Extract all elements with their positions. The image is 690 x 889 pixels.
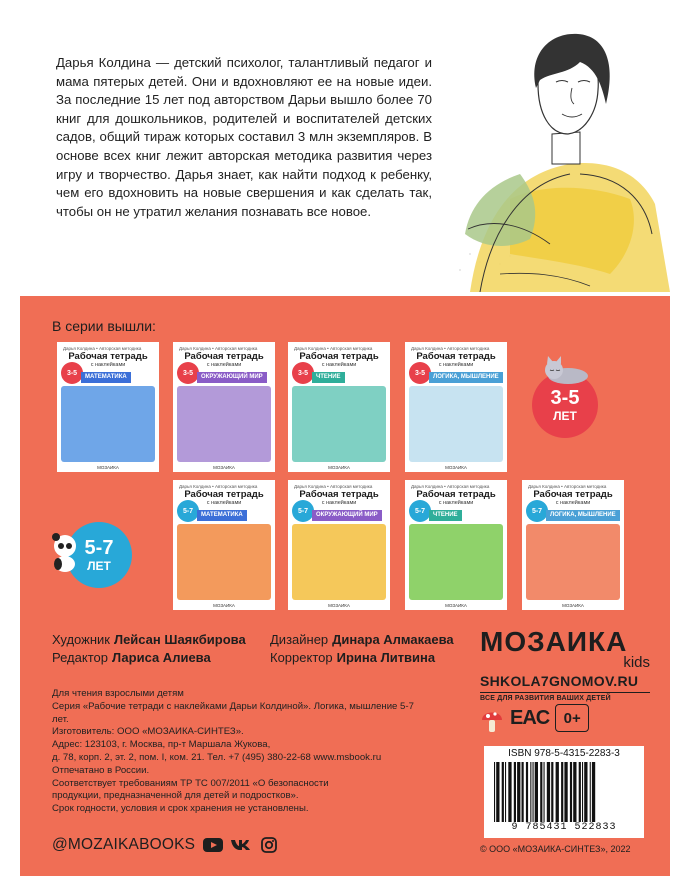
imprint-line: Срок годности, условия и срок хранения не установлены. [52, 803, 309, 815]
book-topic-ribbon: МАТЕМАТИКА [81, 372, 131, 383]
series-book-cover [173, 480, 275, 610]
book-author: Дарья Колдина • Авторская методика [294, 484, 373, 489]
barcode-bar [579, 762, 581, 822]
book-title: Рабочая тетрадь [416, 351, 496, 362]
credit-artist-name: Лейсан Шаякбирова [113, 632, 246, 647]
book-subtitle: с наклейками [438, 500, 474, 506]
publisher-website: SHKOLA7GNOMOV.RU [480, 673, 639, 689]
book-topic-ribbon: ОКРУЖАЮЩИЙ МИР [312, 510, 382, 521]
book-subtitle: с наклейками [438, 362, 474, 368]
book-author: Дарья Колдина • Авторская методика [294, 346, 373, 351]
book-title: Рабочая тетрадь [299, 351, 379, 362]
book-topic-ribbon: ЧТЕНИЕ [429, 510, 462, 521]
barcode-bar [526, 762, 528, 822]
book-age-badge: 5-7 [292, 500, 314, 522]
barcode-bar [582, 762, 583, 822]
book-publisher: МОЗАИКА [213, 465, 235, 470]
book-cover-art [177, 524, 271, 600]
credit-artist [52, 632, 246, 647]
credit-corrector-name: Ирина Литвина [336, 650, 436, 665]
age-badge-3-5-unit: ЛЕТ [553, 409, 577, 423]
book-title: Рабочая тетрадь [533, 489, 613, 500]
series-book-cover [288, 480, 390, 610]
book-age-badge: 5-7 [177, 500, 199, 522]
series-book-cover [57, 342, 159, 472]
credit-designer-name: Динара Алмакаева [332, 632, 454, 647]
book-publisher: МОЗАИКА [445, 465, 467, 470]
series-book-cover [173, 342, 275, 472]
book-author: Дарья Колдина • Авторская методика [179, 346, 258, 351]
barcode-bar [514, 762, 516, 822]
series-title: В серии вышли: [52, 318, 156, 334]
book-author: Дарья Колдина • Авторская методика [179, 484, 258, 489]
book-author: Дарья Колдина • Авторская методика [528, 484, 607, 489]
book-publisher: МОЗАИКА [97, 465, 119, 470]
age-rating-mark: 0+ [555, 704, 589, 732]
social-handle[interactable]: @MOZAIKABOOKS [52, 836, 196, 853]
barcode-bar [535, 762, 538, 822]
barcode-bar [570, 762, 572, 822]
book-title: Рабочая тетрадь [299, 489, 379, 500]
book-publisher: МОЗАИКА [562, 603, 584, 608]
barcode-bar [551, 762, 553, 822]
barcode-bar [592, 762, 595, 822]
barcode-bar [590, 762, 591, 822]
credit-corrector [270, 650, 435, 665]
imprint-line: д. 78, корп. 2, эт. 2, пом. I, ком. 21. Тел. +7 (495) 380-22-68 www.msbook.ru [52, 751, 382, 763]
age-badge-3-5-range: 3-5 [550, 387, 580, 409]
series-book-cover [288, 342, 390, 472]
vk-icon[interactable] [231, 837, 251, 853]
age-badge-5-7-range: 5-7 [84, 537, 114, 559]
eac-mark: EAC [510, 706, 550, 729]
barcode-bar [522, 762, 524, 822]
isbn-label: ISBN 978-5-4315-2283-3 [508, 748, 620, 759]
imprint-line: Соответствует требованиям ТР ТС 007/2011 «О безопасности [52, 777, 329, 789]
author-bio-panel [20, 14, 670, 296]
book-age-badge: 3-5 [409, 362, 431, 384]
book-author: Дарья Колдина • Авторская методика [63, 346, 142, 351]
book-cover-art [409, 524, 503, 600]
author-name: Дарья Колдина [56, 55, 151, 70]
book-cover-art [526, 524, 620, 600]
book-age-badge: 3-5 [292, 362, 314, 384]
book-topic-ribbon: ОКРУЖАЮЩИЙ МИР [197, 372, 267, 383]
book-title: Рабочая тетрадь [184, 489, 264, 500]
book-subtitle: с наклейками [206, 362, 242, 368]
barcode-bar [544, 762, 545, 822]
book-subtitle: с наклейками [90, 362, 126, 368]
barcode-bar [508, 762, 511, 822]
book-title: Рабочая тетрадь [184, 351, 264, 362]
book-age-badge: 5-7 [409, 500, 431, 522]
publisher-logo-kids: kids [623, 654, 650, 671]
book-author: Дарья Колдина • Авторская методика [411, 346, 490, 351]
imprint-line: продукции, предназначенной для детей и подростков». [52, 790, 299, 802]
book-publisher: МОЗАИКА [328, 603, 350, 608]
barcode-bar [556, 762, 559, 822]
social-links [52, 836, 279, 854]
credit-designer [270, 632, 454, 647]
book-cover-art [409, 386, 503, 462]
book-cover-art [177, 386, 271, 462]
barcode-bar [573, 762, 576, 822]
author-bio-text [56, 54, 432, 221]
barcode-bar [564, 762, 567, 822]
barcode-bar [533, 762, 534, 822]
series-book-cover [405, 480, 507, 610]
book-subtitle: с наклейками [321, 362, 357, 368]
certification-marks [510, 704, 589, 732]
book-publisher: МОЗАИКА [445, 603, 467, 608]
credit-editor-role: Редактор [52, 650, 108, 665]
mushroom-icon [480, 706, 504, 736]
book-subtitle: с наклейками [555, 500, 591, 506]
book-subtitle: с наклейками [321, 500, 357, 506]
cat-icon [540, 354, 592, 384]
barcode-bar [547, 762, 550, 822]
imprint-line: Для чтения взрослыми детям [52, 688, 184, 699]
credit-designer-role: Дизайнер [270, 632, 329, 647]
isbn-digits: 9 785431 522833 [511, 822, 617, 833]
instagram-icon[interactable] [259, 837, 279, 853]
imprint-line: Изготовитель: ООО «МОЗАИКА-СИНТЕЗ». [52, 726, 244, 738]
credit-editor [52, 650, 211, 665]
barcode-bar [494, 762, 495, 822]
barcode-bar [584, 762, 587, 822]
barcode-bar [561, 762, 563, 822]
barcode-bar [505, 762, 506, 822]
author-bio-body: — детский психолог, талантливый педагог и мама пятерых детей. Они и вдохновляют ее на новые идеи. За последние 15 лет под авторством Дарьи вышло более 70 книг для дошкольников, родителей и воспитателей детских садов, общий тираж которых составил 3 млн экземпляров. В основе всех книг лежит авторская методика развития через игру и творчество. Дарья знает, как найти подход к ребенку, чем его вдохновить на новые свершения и как сделать так, чтобы он не утратил желания познавать все новое. [56, 55, 433, 219]
book-title: Рабочая тетрадь [416, 489, 496, 500]
copyright-notice: © ООО «МОЗАИКА-СИНТЕЗ», 2022 [480, 844, 631, 854]
series-book-cover [405, 342, 507, 472]
book-cover-art [292, 386, 386, 462]
isbn-barcode-box [484, 746, 644, 838]
book-publisher: МОЗАИКА [328, 465, 350, 470]
book-age-badge: 5-7 [526, 500, 548, 522]
imprint-block [52, 688, 432, 816]
book-age-badge: 3-5 [61, 362, 83, 384]
imprint-line: Отпечатано в России. [52, 764, 150, 776]
book-age-badge: 3-5 [177, 362, 199, 384]
series-book-cover [522, 480, 624, 610]
book-subtitle: с наклейками [206, 500, 242, 506]
credit-editor-name: Лариса Алиева [111, 650, 211, 665]
barcode-bar [540, 762, 542, 822]
panda-icon [50, 532, 80, 572]
book-topic-ribbon: ЧТЕНИЕ [312, 372, 345, 383]
book-publisher: МОЗАИКА [213, 603, 235, 608]
book-cover-art [61, 386, 155, 462]
book-topic-ribbon: ЛОГИКА, МЫШЛЕНИЕ [546, 510, 620, 521]
book-topic-ribbon: МАТЕМАТИКА [197, 510, 247, 521]
book-author: Дарья Колдина • Авторская методика [411, 484, 490, 489]
age-badge-5-7-unit: ЛЕТ [87, 559, 111, 573]
series-panel [20, 296, 670, 876]
imprint-line: Адрес: 123103, г. Москва, пр-т Маршала Жукова, [52, 739, 271, 751]
barcode-bar [496, 762, 499, 822]
barcode-bar [517, 762, 520, 822]
barcode-bar [502, 762, 504, 822]
youtube-icon[interactable] [203, 837, 223, 853]
publisher-logo: МОЗАИКА [480, 626, 628, 657]
author-portrait [440, 24, 670, 292]
barcode-bar [530, 762, 531, 822]
book-cover-art [292, 524, 386, 600]
credit-artist-role: Художник [52, 632, 110, 647]
book-topic-ribbon: ЛОГИКА, МЫШЛЕНИЕ [429, 372, 503, 383]
book-title: Рабочая тетрадь [68, 351, 148, 362]
publisher-brand [480, 626, 650, 702]
publisher-tagline: ВСЕ ДЛЯ РАЗВИТИЯ ВАШИХ ДЕТЕЙ [480, 692, 650, 702]
imprint-line: Серия «Рабочие тетради с наклейками Дарьи Колдиной». Логика, мышление 5-7 лет. [52, 700, 414, 725]
barcode [492, 762, 636, 822]
credit-corrector-role: Корректор [270, 650, 333, 665]
